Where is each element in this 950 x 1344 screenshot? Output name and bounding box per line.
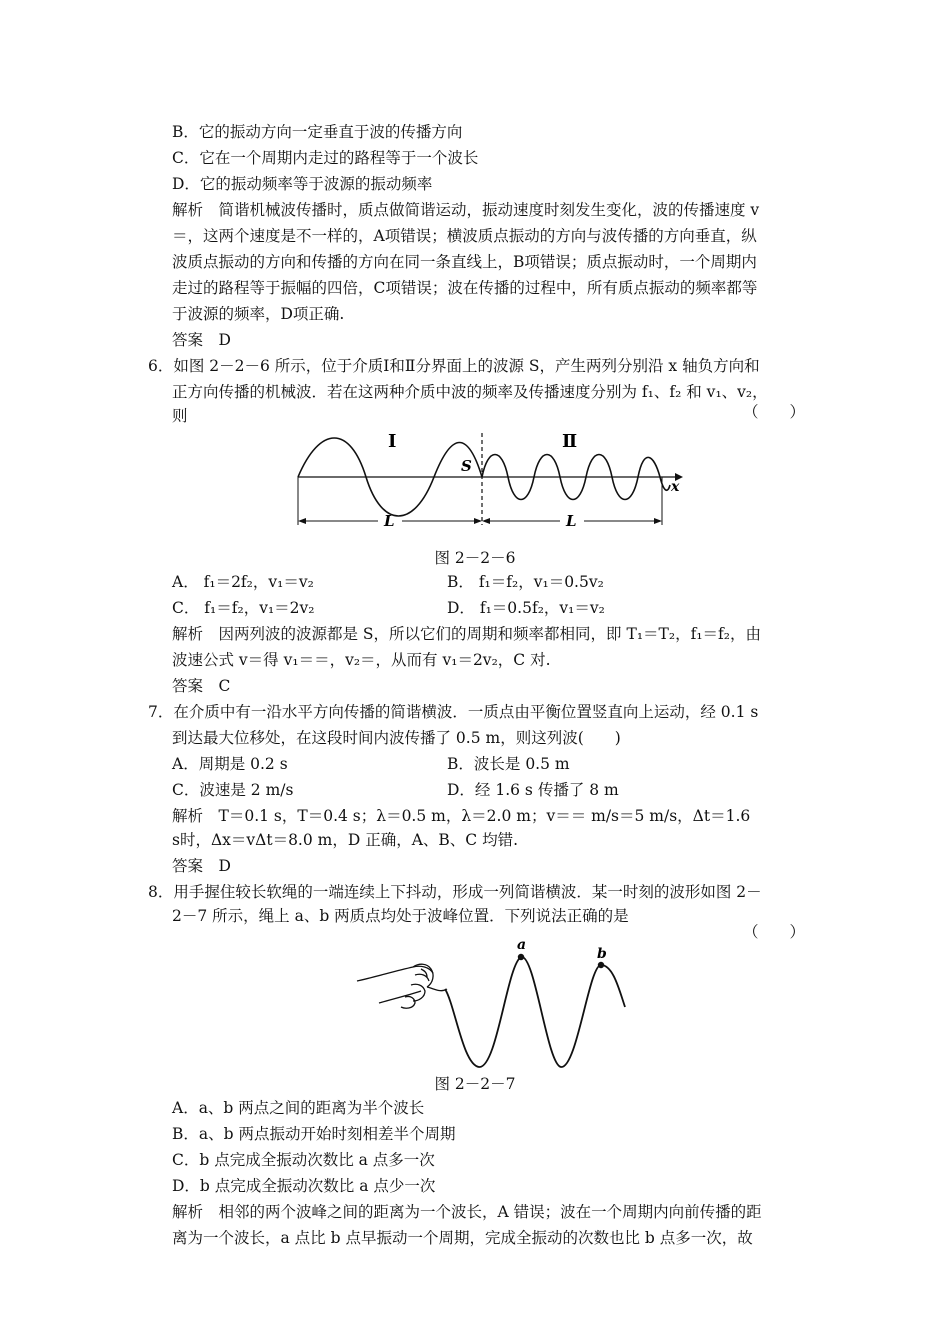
q7-analysis-line: s时，Δx＝vΔt＝8.0 m，D 正确，A、B、C 均错. (172, 831, 518, 849)
q5-analysis-line: 波质点振动的方向和传播的方向在同一条直线上，B项错误；质点振动时，一个周期内 (172, 253, 757, 271)
q5-option-c: C．它在一个周期内走过的路程等于一个波长 (172, 149, 479, 167)
q6-option-a: A． f₁＝2f₂，v₁＝v₂ (172, 573, 314, 591)
q8-stem-line: 8．用手握住较长软绳的一端连续上下抖动，形成一列简谐横波．某一时刻的波形如图 2－ (148, 883, 762, 901)
q6-option-d: D． f₁＝0.5f₂，v₁＝v₂ (447, 599, 605, 617)
q7-option-c: C．波速是 2 m/s (172, 781, 294, 799)
q5-answer: 答案 D (172, 331, 231, 349)
label-medium-1: Ⅰ (388, 431, 397, 452)
q5-option-d: D．它的振动频率等于波源的振动频率 (172, 175, 433, 193)
q8-analysis-line: 离为一个波长，a 点比 b 点早振动一个周期，完成全振动的次数也比 b 点多一次，故 (172, 1229, 753, 1247)
q8-option-b: B．a、b 两点振动开始时刻相差半个周期 (172, 1125, 456, 1143)
q7-option-a: A．周期是 0.2 s (172, 755, 288, 773)
q5-analysis-line: 解析 简谐机械波传播时，质点做简谐运动，振动速度时刻发生变化，波的传播速度 v (172, 201, 760, 219)
q7-option-d: D．经 1.6 s 传播了 8 m (447, 781, 619, 799)
q8-answer-blank: （ ） (742, 923, 805, 941)
q6-stem-line: 正方向传播的机械波．若在这两种介质中波的频率及传播速度分别为 f₁、f₂ 和 v₁、v₂， (172, 383, 768, 401)
q7-option-b: B．波长是 0.5 m (447, 755, 570, 773)
q6-option-b: B． f₁＝f₂，v₁＝0.5v₂ (447, 573, 604, 591)
q5-analysis-line: 于波源的频率，D项正确. (172, 305, 345, 323)
q8-option-d: D．b 点完成全振动次数比 a 点少一次 (172, 1177, 436, 1195)
q8-option-c: C．b 点完成全振动次数比 a 点多一次 (172, 1151, 435, 1169)
label-point-b: b (597, 946, 607, 962)
label-x-axis: x (671, 479, 680, 495)
dimension-arrowhead (298, 518, 306, 524)
q8-figure-caption: 图 2－2－7 (434, 1075, 516, 1093)
label-length-2: L (566, 512, 577, 530)
q7-stem-line: 到达最大位移处，在这段时间内波传播了 0.5 m，则这列波( ) (172, 729, 621, 747)
label-source-s: S (461, 457, 472, 475)
hand-drawing (357, 964, 447, 1008)
q7-stem-line: 7．在介质中有一沿水平方向传播的简谐横波．一质点由平衡位置竖直向上运动，经 0.1 s (148, 703, 759, 721)
q5-analysis-line: ＝，这两个速度是不一样的，A项错误；横波质点振动的方向与波传播的方向垂直，纵 (172, 227, 757, 245)
q6-stem-line: 则 (172, 407, 188, 425)
dimension-arrowhead (654, 518, 662, 524)
q8-analysis-line: 解析 相邻的两个波峰之间的距离为一个波长，A 错误；波在一个周期内向前传播的距 (172, 1203, 762, 1221)
dimension-arrowhead (474, 518, 482, 524)
label-medium-2: Ⅱ (562, 431, 578, 452)
q5-analysis-line: 走过的路程等于振幅的四倍，C项错误；波在传播的过程中，所有质点振动的频率都等 (172, 279, 758, 297)
q8-stem-line: 2－7 所示，绳上 a、b 两质点均处于波峰位置．下列说法正确的是 (172, 907, 629, 925)
q6-analysis-line: 解析 因两列波的波源都是 S，所以它们的周期和频率都相同，即 T₁＝T₂，f₁＝f₂，由 (172, 625, 761, 643)
q6-option-c: C． f₁＝f₂，v₁＝2v₂ (172, 599, 315, 617)
point-a-marker (518, 954, 524, 960)
q6-analysis-line: 波速公式 v＝得 v₁＝＝，v₂＝，从而有 v₁＝2v₂，C 对. (172, 651, 551, 669)
point-b-marker (598, 962, 604, 968)
q7-answer: 答案 D (172, 857, 231, 875)
rope-wave (445, 957, 625, 1067)
q7-analysis-line: 解析 T＝0.1 s，T＝0.4 s；λ＝0.5 m，λ＝2.0 m；v＝＝ m/s＝5 m/s，Δt＝1.6 (172, 807, 751, 825)
dimension-arrowhead (482, 518, 490, 524)
q6-answer: 答案 C (172, 677, 231, 695)
q8-option-a: A．a、b 两点之间的距离为半个波长 (172, 1099, 425, 1117)
q6-answer-blank: （ ） (742, 403, 805, 421)
q6-wave-figure (290, 425, 690, 540)
q5-option-b: B．它的振动方向一定垂直于波的传播方向 (172, 123, 463, 141)
q6-figure-caption: 图 2－2－6 (434, 549, 516, 567)
q8-rope-figure (355, 937, 635, 1070)
label-point-a: a (517, 937, 527, 953)
q6-stem-line: 6．如图 2－2－6 所示，位于介质Ⅰ和Ⅱ分界面上的波源 S，产生两列分别沿 x 轴负方向和 (148, 357, 760, 375)
label-length-1: L (384, 512, 395, 530)
